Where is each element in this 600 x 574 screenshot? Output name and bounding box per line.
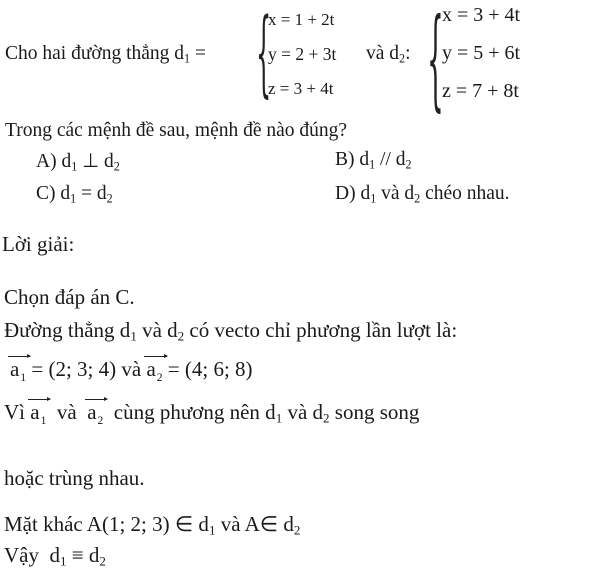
vector-name: a bbox=[10, 357, 20, 381]
text: Vậy d bbox=[4, 543, 60, 567]
vector-a1 bbox=[30, 398, 47, 428]
text: và d bbox=[282, 400, 324, 424]
subscript: 1 bbox=[60, 553, 67, 569]
answer-choice: Chọn đáp án C. bbox=[4, 285, 135, 309]
problem-intro bbox=[5, 43, 206, 65]
text: có vecto chỉ phương lần lượt là: bbox=[184, 318, 458, 342]
text: Đường thẳng d bbox=[4, 318, 131, 342]
d1-eq-x: x = 1 + 2t bbox=[268, 10, 335, 29]
subscript: 2 bbox=[99, 553, 106, 569]
text: = (4; 6; 8) bbox=[162, 357, 253, 381]
text: và d bbox=[136, 318, 178, 342]
intro-text: Cho hai đường thẳng d bbox=[5, 43, 185, 64]
option-mid: = d bbox=[76, 183, 107, 204]
colon: : bbox=[405, 43, 411, 64]
option-a bbox=[36, 149, 120, 173]
conj-text: và d bbox=[366, 43, 400, 64]
subscript: 2 bbox=[113, 159, 120, 174]
vector-a1 bbox=[10, 355, 27, 385]
left-brace-icon: { bbox=[427, 0, 444, 124]
conjunction bbox=[366, 43, 411, 65]
left-brace-icon: { bbox=[256, 0, 272, 109]
question: Trong các mệnh đề sau, mệnh đề nào đúng? bbox=[5, 120, 348, 141]
option-d bbox=[335, 183, 510, 205]
subscript: 1 bbox=[184, 51, 191, 66]
subscript: 2 bbox=[156, 372, 163, 385]
option-label: A) d bbox=[36, 151, 72, 172]
subscript: 1 bbox=[275, 410, 283, 426]
text: và bbox=[46, 400, 88, 424]
solution-line-direction-vectors bbox=[4, 318, 457, 343]
option-label: B) d bbox=[335, 149, 370, 170]
subscript: 2 bbox=[177, 328, 185, 344]
option-mid: và d bbox=[376, 183, 415, 204]
d1-eq-z: z = 3 + 4t bbox=[268, 79, 334, 98]
vector-name: a bbox=[87, 400, 97, 424]
subscript: 1 bbox=[71, 159, 78, 174]
vector-name: a bbox=[30, 400, 40, 424]
option-mid: ⊥ d bbox=[77, 151, 114, 172]
d1-eq-y: y = 2 + 3t bbox=[268, 44, 337, 64]
vector-a2 bbox=[146, 355, 163, 385]
solution-line-collinear bbox=[4, 398, 420, 428]
option-label: D) d bbox=[335, 183, 371, 204]
subscript: 2 bbox=[97, 415, 104, 428]
solution-line-vector-values bbox=[10, 355, 253, 385]
d2-eq-x: x = 3 + 4t bbox=[442, 4, 521, 26]
text: Mặt khác A(1; 2; 3) ∈ d bbox=[4, 512, 209, 536]
subscript: 2 bbox=[293, 522, 301, 538]
option-label: C) d bbox=[36, 183, 71, 204]
solution-conclusion bbox=[4, 543, 106, 568]
text: Vì bbox=[4, 400, 31, 424]
subscript: 2 bbox=[405, 157, 412, 172]
text: ≡ d bbox=[66, 543, 100, 567]
option-c bbox=[36, 183, 113, 205]
subscript: 2 bbox=[414, 191, 421, 206]
text: = (2; 3; 4) và bbox=[26, 357, 147, 381]
solution-line-coincide: hoặc trùng nhau. bbox=[4, 466, 145, 490]
subscript: 1 bbox=[40, 415, 47, 428]
text: cùng phương nên d bbox=[103, 400, 276, 424]
equals: = bbox=[190, 43, 206, 64]
solution-heading: Lời giải: bbox=[2, 232, 75, 256]
subscript: 1 bbox=[369, 157, 376, 172]
d2-eq-z: z = 7 + 8t bbox=[442, 80, 519, 102]
option-mid: // d bbox=[375, 149, 406, 170]
subscript: 2 bbox=[399, 51, 406, 66]
subscript: 1 bbox=[70, 191, 77, 206]
subscript: 1 bbox=[20, 372, 27, 385]
d2-eq-y: y = 5 + 6t bbox=[442, 42, 521, 64]
vector-name: a bbox=[146, 357, 156, 381]
subscript: 1 bbox=[370, 191, 377, 206]
vector-a2 bbox=[87, 398, 104, 428]
subscript: 1 bbox=[208, 522, 216, 538]
solution-line-point-a bbox=[4, 512, 300, 537]
subscript: 1 bbox=[130, 328, 137, 344]
text: song song bbox=[329, 400, 420, 424]
text: và A∈ d bbox=[215, 512, 294, 536]
subscript: 2 bbox=[323, 410, 330, 426]
subscript: 2 bbox=[106, 191, 113, 206]
option-b bbox=[335, 149, 412, 171]
option-tail: chéo nhau. bbox=[420, 183, 510, 204]
